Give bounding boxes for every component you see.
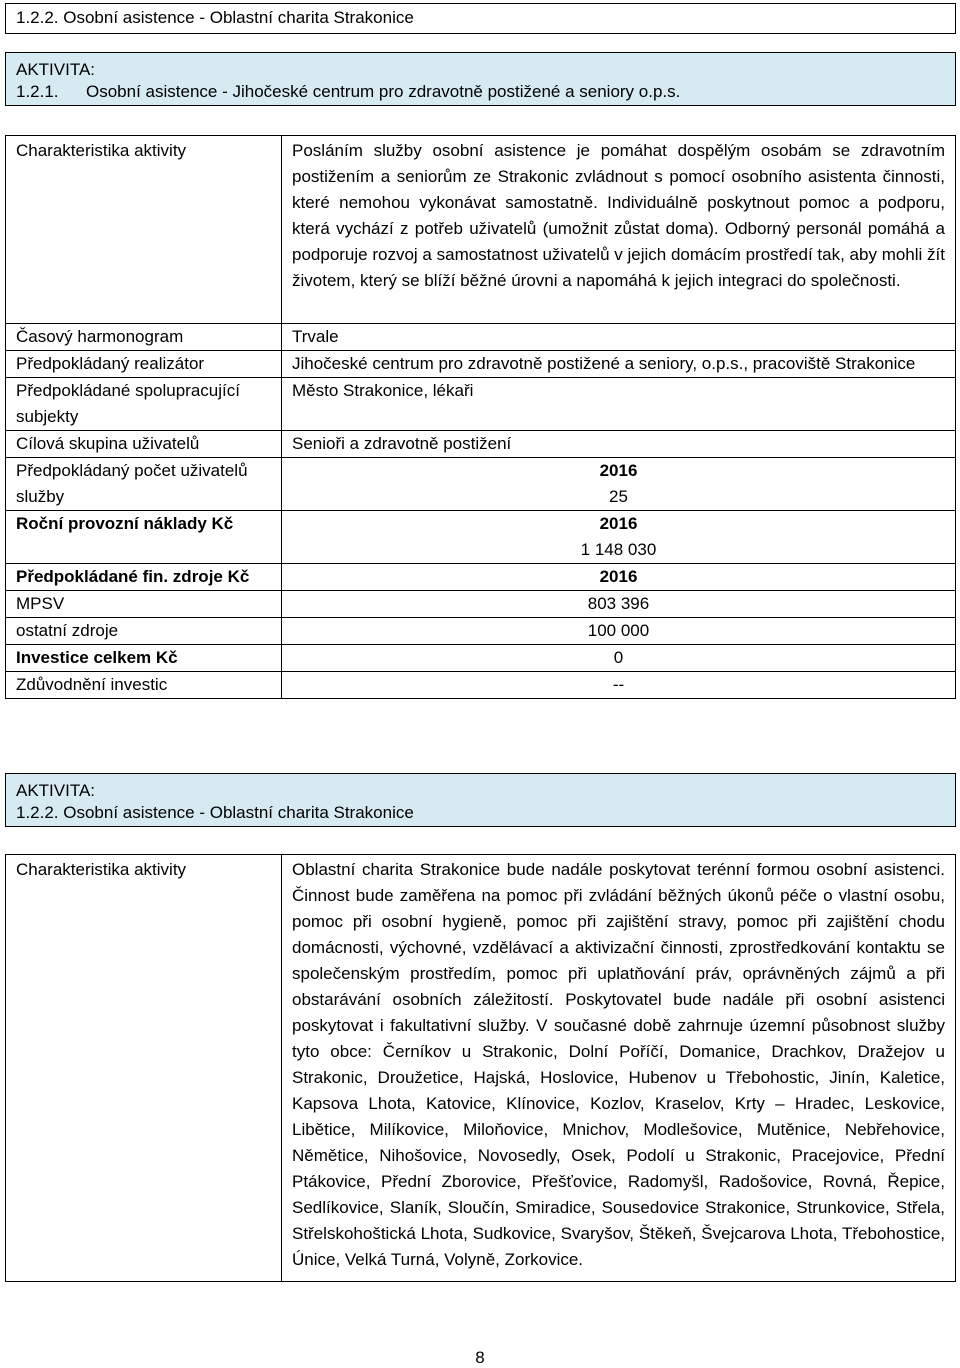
activity-1-table: [5, 135, 956, 699]
table-row: [6, 645, 956, 672]
row-value: Posláním služby osobní asistence je pomáhat dospělým osobám se zdravotním postižením a seniorům ze Strakonic zvládnout s pomocí osobního asistenta činnosti, které nemohou vykonávat samostatně. Individuálně poskytnout pomoc a podporu, která vychází z potřeb uživatelů (umožnit zůstat doma). Odborný personál pomáhá a podporuje rozvoj a samostatnost uživatelů v jejich domácím prostředí tak, aby mohli žít životem, který se blíží běžné úrovni a napomáhá k jejich integraci do společnosti.: [282, 136, 956, 324]
activity-label: AKTIVITA:: [16, 60, 96, 79]
activity-header-1: [5, 52, 956, 106]
table-row: [6, 458, 956, 511]
row-label: Předpokládané fin. zdroje Kč: [6, 564, 282, 591]
row-value: 100 000: [282, 618, 956, 645]
row-label: Předpokládaný počet uživatelů služby: [6, 458, 282, 511]
row-label: Cílová skupina uživatelů: [6, 431, 282, 458]
table-row: [6, 511, 956, 564]
row-value: 0: [282, 645, 956, 672]
activity-2-table: [5, 854, 956, 1282]
activity-header-2: [5, 773, 956, 827]
row-label: Charakteristika aktivity: [6, 855, 282, 1282]
row-value: Oblastní charita Strakonice bude nadále poskytovat terénní formou osobní asistenci. Činnost bude zaměřena na pomoc při zvládání běžných úkonů péče o vlastní osobu, pomoc při osobní hygieně, pomoc při zajištění stravy, pomoc při zajištění chodu domácnosti, výchovné, vzdělávací a aktivizační činnosti, zprostředkování kontaktu se společenským prostředím, pomoc při uplatňování práv, oprávněných zájmů a při obstarávání osobních záležitostí. Poskytovatel bude nadále při osobní asistenci poskytovat i fakultativní služby. V současné době zahrnuje územní působnost služby tyto obce: Černíkov u Strakonic, Dolní Poříčí, Domanice, Drachkov, Dražejov u Strakonic, Droužetice, Hajská, Hoslovice, Hubenov u Třebohostic, Jinín, Kaletice, Kapsova Lhota, Katovice, Klínovice, Kozlov, Kraselov, Krty – Hradec, Leskovice, Libětice, Milíkovice, Miloňovice, Mnichov, Modlešovice, Mutěnice, Nebřehovice, Němětice, Nihošovice, Novosedly, Osek, Podolí u Strakonic, Pracejovice, Přední Ptákovice, Přední Zborovice, Přešťovice, Radomyšl, Radošovice, Rovná, Řepice, Sedlíkovice, Slaník, Sloučín, Smiradice, Sousedovice Strakonice, Strunkovice, Střela, Střelskohoštická Lhota, Sudkovice, Svaryšov, Štěkeň, Švejcarova Lhota, Třebohostice, Únice, Velká Turná, Volyně, Zorkovice.: [282, 855, 956, 1282]
year-label: 2016: [599, 514, 638, 533]
row-label: Investice celkem Kč: [6, 645, 282, 672]
row-value: --: [282, 672, 956, 699]
year-label: 2016: [599, 461, 638, 480]
activity-title: 1.2.2. Osobní asistence - Oblastní charita Strakonice: [16, 803, 414, 822]
table-row: [6, 855, 956, 1282]
row-label: Charakteristika aktivity: [6, 136, 282, 324]
page-title: 1.2.2. Osobní asistence - Oblastní charita Strakonice: [5, 3, 956, 34]
row-value: [282, 511, 956, 564]
row-value: 803 396: [282, 591, 956, 618]
table-row: [6, 351, 956, 378]
row-value: Jihočeské centrum pro zdravotně postižené a seniory, o.p.s., pracoviště Strakonice: [282, 351, 956, 378]
costs-value: 1 148 030: [580, 540, 657, 559]
row-value: Město Strakonice, lékaři: [282, 378, 956, 431]
row-value: Senioři a zdravotně postižení: [282, 431, 956, 458]
row-label: Časový harmonogram: [6, 324, 282, 351]
row-label: ostatní zdroje: [6, 618, 282, 645]
table-row: [6, 324, 956, 351]
table-row: [6, 136, 956, 324]
table-row: [6, 591, 956, 618]
table-row: [6, 564, 956, 591]
users-value: 25: [609, 487, 628, 506]
activity-number: 1.2.1.: [16, 82, 59, 101]
row-value: Trvale: [282, 324, 956, 351]
table-row: [6, 618, 956, 645]
row-value: [282, 458, 956, 511]
table-row: [6, 672, 956, 699]
table-row: [6, 431, 956, 458]
year-label: 2016: [282, 564, 956, 591]
row-label: Zdůvodnění investic: [6, 672, 282, 699]
table-row: [6, 378, 956, 431]
row-label: Předpokládaný realizátor: [6, 351, 282, 378]
page-number: 8: [475, 1348, 485, 1367]
activity-title: Osobní asistence - Jihočeské centrum pro zdravotně postižené a seniory o.p.s.: [86, 82, 681, 101]
activity-title-line: [16, 81, 945, 103]
row-label: MPSV: [6, 591, 282, 618]
row-label: Roční provozní náklady Kč: [6, 511, 282, 564]
activity-label: AKTIVITA:: [16, 781, 96, 800]
row-label: Předpokládané spolupracující subjekty: [6, 378, 282, 431]
